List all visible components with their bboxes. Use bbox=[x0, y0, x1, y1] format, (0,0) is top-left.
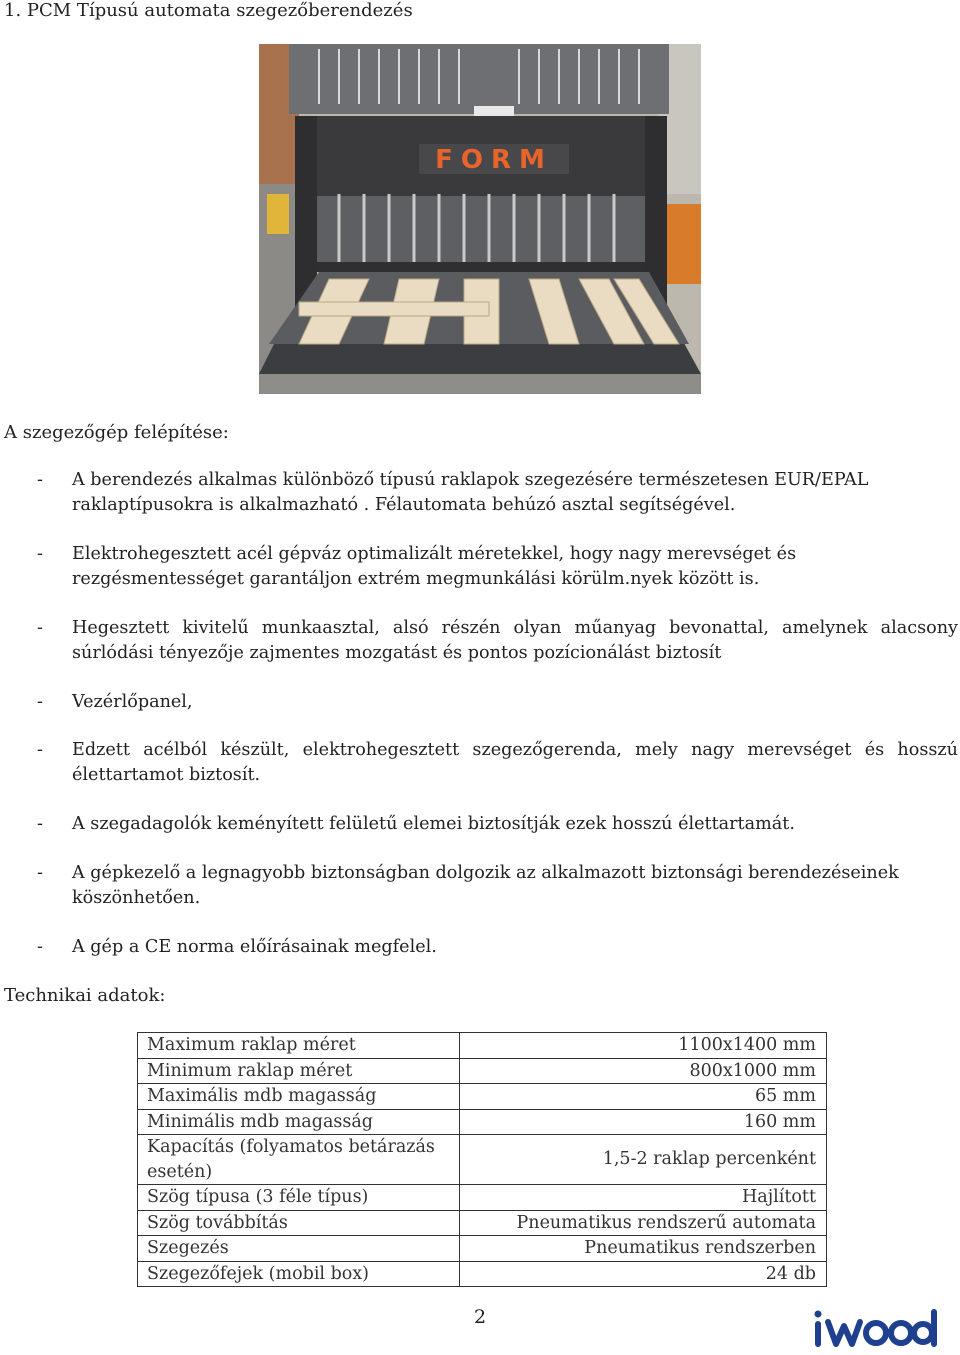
table-cell-value: 65 mm bbox=[460, 1084, 827, 1110]
table-row bbox=[138, 1033, 827, 1059]
table-cell-label: Szegezőfejek (mobil box) bbox=[138, 1261, 460, 1287]
list-item-text: A berendezés alkalmas különböző típusú raklapok szegezésére természetesen EUR/EPAL raklaptípusokra is alkalmazható . Félautomata behúzó asztal segítségével. bbox=[72, 470, 869, 515]
list-item-text: A gép a CE norma előírásainak megfelel. bbox=[72, 937, 437, 957]
table-cell-label: Szegezés bbox=[138, 1236, 460, 1262]
table-cell-value: Pneumatikus rendszerben bbox=[460, 1236, 827, 1262]
table-cell-value: 160 mm bbox=[460, 1109, 827, 1135]
bullet-dash: - bbox=[37, 618, 43, 638]
bullet-dash: - bbox=[37, 470, 43, 490]
table-cell-label: Szög továbbítás bbox=[138, 1210, 460, 1236]
page-heading: 1. PCM Típusú automata szegezőberendezés bbox=[4, 0, 413, 21]
table-cell-value: 24 db bbox=[460, 1261, 827, 1287]
table-row bbox=[138, 1210, 827, 1236]
table-row bbox=[138, 1135, 827, 1185]
bullet-dash: - bbox=[37, 740, 43, 760]
table-cell-value: 800x1000 mm bbox=[460, 1058, 827, 1084]
tech-data-title: Technikai adatok: bbox=[4, 985, 166, 1006]
table-row bbox=[138, 1109, 827, 1135]
bullet-dash: - bbox=[37, 544, 43, 564]
structure-title: A szegezőgép felépítése: bbox=[4, 422, 229, 443]
list-item-text: Hegesztett kivitelű munkaasztal, alsó részén olyan műanyag bevonattal, amelynek alacsony súrlódási tényezője zajmentes mozgatást és pontos pozícionálást biztosít bbox=[72, 618, 958, 663]
table-cell-value: 1100x1400 mm bbox=[460, 1033, 827, 1059]
table-cell-value: Pneumatikus rendszerű automata bbox=[460, 1210, 827, 1236]
table-cell-label: Minimum raklap méret bbox=[138, 1058, 460, 1084]
table-cell-label: Maximális mdb magasság bbox=[138, 1084, 460, 1110]
tech-data-table bbox=[137, 1032, 827, 1287]
iwood-logo bbox=[810, 1308, 940, 1354]
list-item-text: Vezérlőpanel, bbox=[72, 692, 193, 712]
table-cell-value: 1,5-2 raklap percenként bbox=[460, 1135, 827, 1185]
table-row bbox=[138, 1058, 827, 1084]
bullet-dash: - bbox=[37, 937, 43, 957]
table-cell-label: Szög típusa (3 féle típus) bbox=[138, 1185, 460, 1211]
table-cell-value: Hajlított bbox=[460, 1185, 827, 1211]
table-cell-label: Maximum raklap méret bbox=[138, 1033, 460, 1059]
table-row bbox=[138, 1261, 827, 1287]
table-row bbox=[138, 1084, 827, 1110]
table-row bbox=[138, 1236, 827, 1262]
bullet-dash: - bbox=[37, 692, 43, 712]
list-item-text: Elektrohegesztett acél gépváz optimalizált méretekkel, hogy nagy merevséget és rezgésmentességet garantáljon extrém megmunkálási körülm.nyek között is. bbox=[72, 544, 797, 589]
bullet-dash: - bbox=[37, 863, 43, 883]
list-item-text: A szegadagolók keményített felületű elemei biztosítják ezek hosszú élettartamát. bbox=[72, 814, 795, 834]
list-item-text: A gépkezelő a legnagyobb biztonságban dolgozik az alkalmazott biztonsági berendezéseinek köszönhetően. bbox=[72, 863, 899, 908]
table-row bbox=[138, 1185, 827, 1211]
list-item-text: Edzett acélból készült, elektrohegesztett szegezőgerenda, mely nagy merevséget és hosszú élettartamot biztosít. bbox=[72, 740, 958, 785]
machine-photo bbox=[259, 44, 701, 394]
table-cell-label: Kapacítás (folyamatos betárazás esetén) bbox=[138, 1135, 460, 1185]
page-number: 2 bbox=[474, 1306, 487, 1328]
bullet-dash: - bbox=[37, 814, 43, 834]
svg-text:FORM: FORM bbox=[435, 145, 553, 175]
table-cell-label: Minimális mdb magasság bbox=[138, 1109, 460, 1135]
